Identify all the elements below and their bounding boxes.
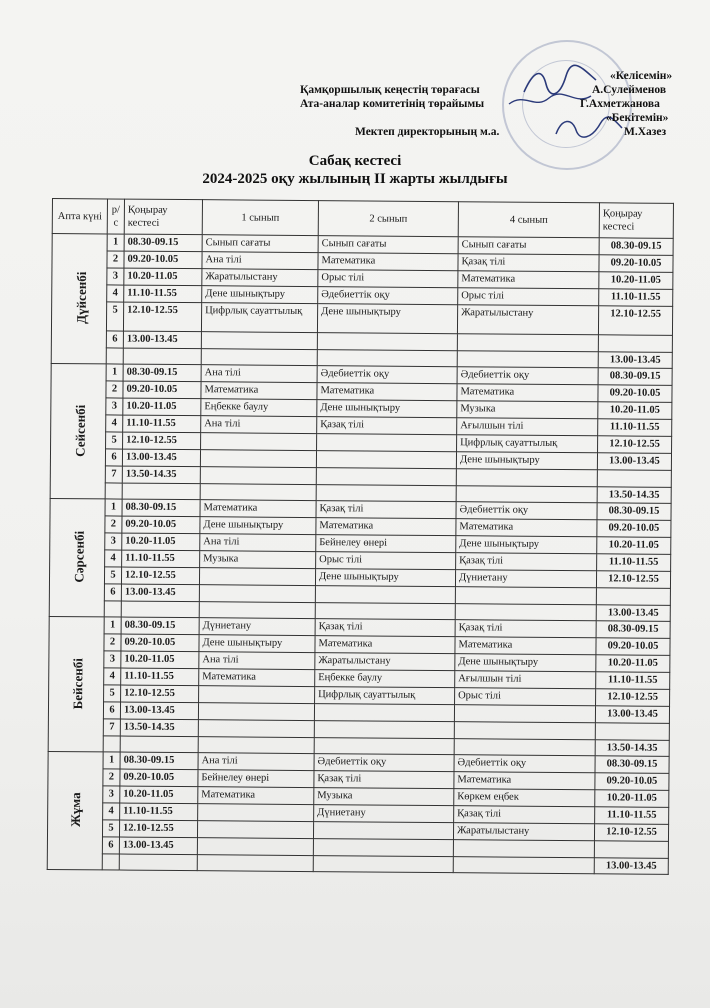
lesson-number: 6 [103,702,120,719]
lesson-number: 6 [106,331,123,348]
bell-time: 09.20-10.05 [122,516,200,534]
subject-cell: Математика [200,500,316,518]
bell-time: 10.20-11.05 [123,398,201,416]
subject-cell [317,434,457,452]
bell-time-right: 13.50-14.35 [597,487,671,504]
lesson-number: 5 [106,432,123,449]
bell-time: 13.00-13.45 [123,331,201,349]
empty-cell [198,737,314,754]
subject-cell [313,822,453,840]
subject-cell: Сынып сағаты [318,236,458,254]
lesson-number: 2 [103,769,120,786]
subject-cell: Қазақ тілі [458,254,599,272]
bell-time: 11.10-11.55 [123,415,201,433]
subject-cell: Орыс тілі [455,688,596,706]
subject-cell [453,840,594,858]
bell-time-right: 08.30-09.15 [595,756,669,774]
day-cell [48,616,104,751]
subject-cell [316,468,456,486]
lesson-number: 5 [104,685,121,702]
empty-cell [455,604,596,621]
lesson-number: 4 [104,668,121,685]
bell-time: 13.00-13.45 [120,702,198,720]
bell-time: 09.20-10.05 [123,381,201,399]
subject-cell: Цифрлық сауаттылық [315,687,455,705]
bell-time: 13.00-13.45 [119,837,197,855]
bell-time: 13.00-13.45 [121,584,199,602]
subject-cell [455,587,596,605]
subject-cell: Дене шынықтыру [317,304,457,334]
lesson-number: 5 [104,567,121,584]
empty-cell [106,348,123,364]
bell-time-right: 12.10-12.55 [598,436,672,454]
empty-cell [199,602,315,619]
lesson-number: 2 [106,381,123,398]
empty-cell [103,736,120,752]
subject-cell: Қазақ тілі [314,771,454,789]
subject-cell: Математика [318,253,458,271]
subject-cell: Математика [201,382,317,400]
empty-cell [120,736,198,753]
subject-cell: Математика [455,637,596,655]
subject-cell [197,821,313,839]
subject-cell: Дене шынықтыру [199,635,315,653]
bell-time-right: 13.50-14.35 [595,740,669,757]
subject-cell: Ағылшын тілі [457,418,598,436]
subject-cell: Математика [454,772,595,790]
subject-cell: Цифрлық сауаттылық [457,435,598,453]
bell-time-right: 11.10-11.55 [595,807,669,825]
bell-time: 10.20-11.05 [120,786,198,804]
lesson-number: 1 [105,499,122,516]
lesson-number: 1 [106,364,123,381]
bell-time: 12.10-12.55 [121,567,199,585]
column-header: Апта күні [52,199,107,234]
page-subtitle: 2024-2025 оқу жылының ІІ жарты жылдығы [202,171,508,187]
subject-cell: Дүниетану [199,618,315,636]
subject-cell: Дене шынықтыру [456,536,597,554]
subject-cell: Математика [316,518,456,536]
subject-cell: Сынып сағаты [458,237,599,255]
subject-cell: Ана тілі [202,252,318,270]
subject-cell [317,333,457,351]
bell-time-right: 11.10-11.55 [597,554,671,572]
empty-cell [197,855,313,872]
schedule-table [47,198,674,875]
bell-time: 08.30-09.15 [123,364,201,382]
column-header: 2 сынып [318,201,458,237]
subject-cell: Дене шынықтыру [315,569,455,587]
lesson-number: 3 [106,398,123,415]
lesson-number: 3 [107,268,124,285]
lesson-number: 7 [103,719,120,736]
subject-cell: Дене шынықтыру [317,400,457,418]
subject-cell [314,721,454,739]
column-header: р/с [107,199,124,234]
bell-time: 11.10-11.55 [122,550,200,568]
subject-cell [200,467,316,485]
subject-cell: Жаратылыстану [315,653,455,671]
bell-time-right [596,588,670,606]
subject-cell [198,720,314,738]
bell-time-right [598,335,672,353]
day-label: Сейсенбі [72,404,88,457]
bell-time-right: 11.10-11.55 [596,672,670,690]
bell-time-right: 10.20-11.05 [599,272,673,290]
subject-cell: Ана тілі [200,534,316,552]
bell-time-right: 13.00-13.45 [594,858,668,875]
subject-cell: Дене шынықтыру [200,517,316,535]
agreed-label: «Келісемін» [610,70,673,82]
bell-time-right: 09.20-10.05 [595,773,669,791]
bell-time: 12.10-12.55 [123,432,201,450]
subject-cell: Қазақ тілі [316,501,456,519]
bell-time: 10.20-11.05 [122,533,200,551]
bell-time-right: 13.00-13.45 [595,706,669,724]
board-chair-title: Қамқоршылық кеңестің төрағасы [300,84,480,96]
lesson-number: 3 [105,533,122,550]
lesson-number: 4 [103,803,120,820]
empty-cell [201,349,317,366]
subject-cell: Орыс тілі [458,288,599,306]
empty-cell [104,601,121,617]
subject-cell: Орыс тілі [316,552,456,570]
subject-cell: Математика [456,519,597,537]
empty-cell [102,854,119,870]
lesson-number: 6 [102,837,119,854]
lesson-number: 2 [104,634,121,651]
bell-time-right [594,841,668,859]
lesson-number: 6 [105,449,122,466]
bell-time-right: 08.30-09.15 [596,621,670,639]
subject-cell: Орыс тілі [318,270,458,288]
subject-cell: Қазақ тілі [456,553,597,571]
lesson-number: 5 [106,302,123,331]
bell-time: 09.20-10.05 [124,251,202,269]
table-header-row [52,199,673,239]
lesson-number: 1 [104,617,121,634]
column-header: 1 сынып [202,200,318,236]
bell-time-right: 13.00-13.45 [597,453,671,471]
empty-cell [122,483,200,500]
subject-cell [454,722,595,740]
empty-cell [457,351,598,368]
subject-cell: Математика [458,271,599,289]
subject-cell [454,705,595,723]
bell-time-right: 09.20-10.05 [596,638,670,656]
subject-cell: Қазақ тілі [455,620,596,638]
subject-cell: Еңбекке баулу [315,670,455,688]
subject-cell [201,332,317,350]
bell-time: 08.30-09.15 [121,617,199,635]
subject-cell: Дене шынықтыру [455,654,596,672]
lesson-number: 4 [106,415,123,432]
subject-cell [457,334,598,352]
subject-cell: Әдебиеттік оқу [457,367,598,385]
subject-cell: Әдебиеттік оқу [314,754,454,772]
subject-cell [198,703,314,721]
day-label: Сәрсенбі [71,530,87,583]
subject-cell: Музыка [200,551,316,569]
bell-time: 12.10-12.55 [121,685,199,703]
bell-time-right [595,723,669,741]
subject-cell: Ана тілі [199,652,315,670]
lesson-number: 1 [103,752,120,769]
subject-cell: Әдебиеттік оқу [317,366,457,384]
empty-cell [105,483,122,499]
subject-cell: Дене шынықтыру [202,286,318,304]
lesson-number: 5 [102,820,119,837]
subject-cell [313,839,453,857]
bell-time-right: 10.20-11.05 [595,790,669,808]
bell-time: 10.20-11.05 [124,268,202,286]
bell-time: 11.10-11.55 [121,668,199,686]
lesson-number: 2 [105,516,122,533]
bell-time-right: 13.00-13.45 [596,605,670,622]
day-cell [50,363,106,498]
empty-cell [456,486,597,503]
subject-cell: Бейнелеу өнері [316,535,456,553]
empty-cell [119,854,197,871]
page-title: Сабақ кестесі [308,153,402,169]
bell-time-right: 10.20-11.05 [598,402,672,420]
subject-cell: Дүниетану [455,570,596,588]
subject-cell: Дене шынықтыру [456,452,597,470]
subject-cell: Жаратылыстану [453,823,594,841]
subject-cell [199,568,315,586]
subject-cell [198,804,314,822]
bell-time-right: 08.30-09.15 [598,368,672,386]
bell-time-right: 12.10-12.55 [594,824,668,842]
subject-cell: Әдебиеттік оқу [318,287,458,305]
lesson-number: 4 [105,550,122,567]
subject-cell [199,686,315,704]
parents-committee-title: Ата-аналар комитетінің төрайымы [300,98,485,110]
bell-time: 13.00-13.45 [122,449,200,467]
bell-time: 11.10-11.55 [124,285,202,303]
approved-label: «Бекітемін» [606,112,669,124]
subject-cell: Ағылшын тілі [455,671,596,689]
bell-time-right: 10.20-11.05 [596,655,670,673]
bell-time: 11.10-11.55 [120,803,198,821]
bell-time: 12.10-12.55 [123,302,201,332]
subject-cell: Математика [457,384,598,402]
bell-time-right: 09.20-10.05 [599,255,673,273]
bell-time: 09.20-10.05 [120,769,198,787]
subject-cell: Жаратылыстану [457,305,598,335]
subject-cell: Дүниетану [314,805,454,823]
bell-time-right: 09.20-10.05 [598,385,672,403]
subject-cell: Бейнелеу өнері [198,770,314,788]
bell-time-right: 13.00-13.45 [598,352,672,369]
subject-cell [315,586,455,604]
subject-cell: Музыка [314,788,454,806]
subject-cell: Математика [199,669,315,687]
day-cell [49,498,105,616]
bell-time: 08.30-09.15 [122,499,200,517]
director-name: М.Хазез [624,126,667,138]
subject-cell [456,469,597,487]
subject-cell: Әдебиеттік оқу [454,755,595,773]
subject-cell: Цифрлық сауаттылық [201,303,317,333]
subject-cell: Қазақ тілі [454,806,595,824]
subject-cell: Ана тілі [198,753,314,771]
bell-time: 08.30-09.15 [124,234,202,252]
subject-cell: Музыка [457,401,598,419]
lesson-number: 3 [104,651,121,668]
bell-time: 13.50-14.35 [122,466,200,484]
lesson-number: 1 [107,234,124,251]
empty-cell [454,739,595,756]
parents-committee-name: Г.Ахметжанова [580,98,660,110]
subject-cell: Қазақ тілі [315,619,455,637]
bell-time-right: 12.10-12.55 [596,571,670,589]
empty-cell [123,348,201,365]
lesson-number: 7 [105,466,122,483]
subject-cell: Ана тілі [201,365,317,383]
bell-time-right: 10.20-11.05 [597,537,671,555]
empty-cell [453,857,594,874]
bell-time-right: 12.10-12.55 [596,689,670,707]
board-chair-name: А.Сулейменов [592,84,667,96]
bell-time: 10.20-11.05 [121,651,199,669]
day-label: Бейсенбі [70,657,86,709]
column-header: Қоңырау кестесі [599,203,673,239]
bell-time-right: 12.10-12.55 [598,306,672,336]
bell-time-right: 11.10-11.55 [599,289,673,307]
subject-cell: Ана тілі [201,416,317,434]
subject-cell [199,585,315,603]
lesson-number: 2 [107,251,124,268]
bell-time: 08.30-09.15 [120,752,198,770]
lesson-number: 4 [107,285,124,302]
day-cell [51,234,107,364]
lesson-number: 6 [104,584,121,601]
subject-cell: Математика [315,636,455,654]
day-label: Дүйсенбі [73,271,90,324]
empty-cell [200,484,316,501]
empty-cell [316,485,456,502]
subject-cell: Сынып сағаты [202,235,318,253]
bell-time: 12.10-12.55 [119,820,197,838]
subject-cell [200,450,316,468]
subject-cell: Көркем еңбек [454,789,595,807]
bell-time-right: 11.10-11.55 [598,419,672,437]
subject-cell: Математика [198,787,314,805]
empty-cell [315,603,455,620]
director-title: Мектеп директорының м.а. [355,126,500,138]
subject-cell [197,838,313,856]
subject-cell: Әдебиеттік оқу [456,502,597,520]
empty-cell [313,856,453,873]
column-header: 4 сынып [458,202,599,238]
empty-cell [314,738,454,755]
day-cell [47,751,103,869]
empty-cell [317,350,457,367]
lesson-number: 3 [103,786,120,803]
subject-cell: Еңбекке баулу [201,399,317,417]
bell-time-right [597,470,671,488]
column-header: Қоңырау кестесі [124,199,202,235]
bell-time: 09.20-10.05 [121,634,199,652]
bell-time-right: 08.30-09.15 [597,503,671,521]
subject-cell: Математика [317,383,457,401]
subject-cell: Қазақ тілі [317,417,457,435]
day-label: Жұма [67,792,83,828]
subject-cell [201,433,317,451]
empty-cell [121,601,199,618]
bell-time-right: 08.30-09.15 [599,238,673,256]
subject-cell [314,704,454,722]
subject-cell: Жаратылыстану [202,269,318,287]
bell-time: 13.50-14.35 [120,719,198,737]
bell-time-right: 09.20-10.05 [597,520,671,538]
subject-cell [316,451,456,469]
